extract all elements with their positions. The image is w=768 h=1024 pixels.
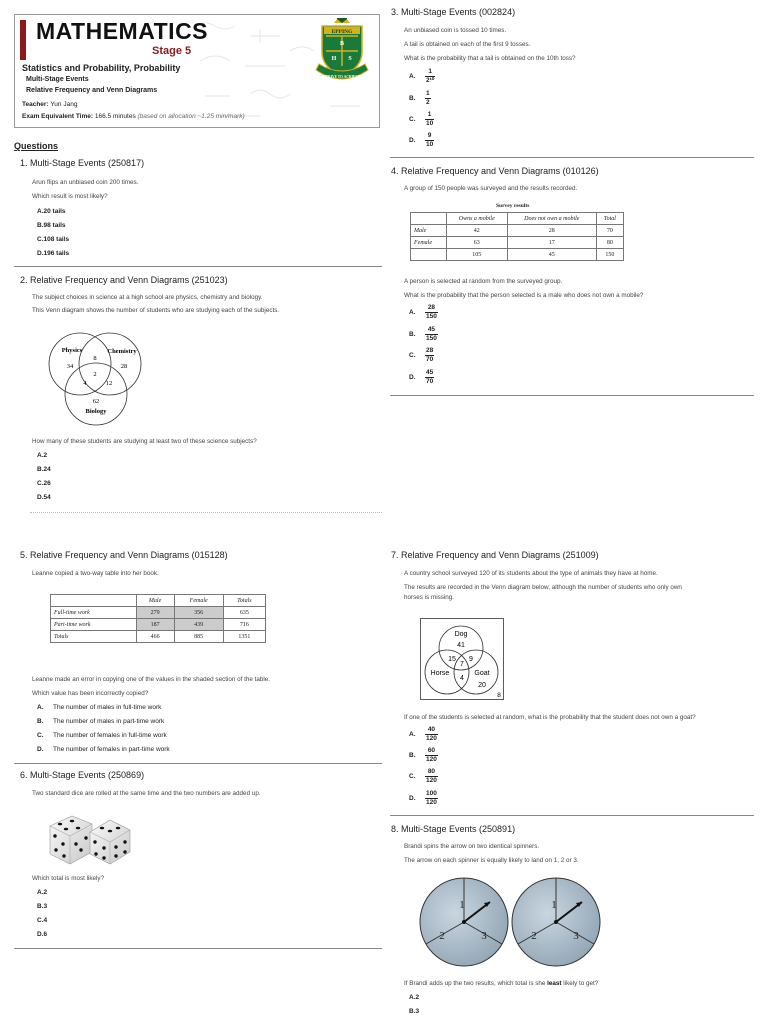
subtopic-2: Relative Frequency and Venn Diagrams [26,87,158,94]
venn-value-none: 8 [497,692,501,699]
venn-label-goat: Goat [474,670,490,677]
q4-option-a[interactable]: A. $\frac{28}{150}$ [409,304,437,320]
crest-text-top: EPPING [331,29,353,35]
q5-two-way-table [50,594,266,643]
table-cell: 635 [223,607,265,619]
divider [14,948,382,949]
q6-option-c[interactable]: C.4 [37,917,48,924]
table-header-cell: Total [596,213,623,225]
table-row [51,607,266,619]
q4-intro: A group of 150 people was surveyed and the results recorded. [404,185,578,192]
q6-option-d[interactable]: D.6 [37,931,48,938]
q8-text-1: Brandi spins the arrow on two identical spinners. [404,843,540,850]
table-cell-shaded: 356 [174,607,223,619]
table-cell-shaded: 439 [174,619,223,631]
table-header-cell [411,213,447,225]
q7-question: If one of the students is selected at random, what is the probability that the student does not own a goat? [404,714,696,721]
table-cell [411,249,447,261]
table-cell-shaded: 187 [136,619,174,631]
q4-option-d[interactable]: D. $\frac{45}{70}$ [409,369,434,385]
table-header-cell: Female [174,595,223,607]
venn-value-biology-only: 62 [92,398,100,405]
table-cell: Female [411,237,447,249]
table-row [411,213,624,225]
q1-option-b[interactable]: B.98 tails [37,222,66,229]
dice-image [46,812,132,866]
q3-text-3: What is the probability that a tail is obtained on the 10th toss? [404,55,576,62]
q7-text-1: A country school surveyed 120 of its students about the type of animals they have at home. [404,570,658,577]
venn-label-chemistry: Chemistry [107,348,137,355]
table-row [411,225,624,237]
q6-option-b[interactable]: B.3 [37,903,48,910]
q7-option-c[interactable]: C. $\frac{80}{120}$ [409,768,437,784]
table-header-cell [51,595,137,607]
stage-label: Stage 5 [152,45,192,57]
q2-option-c[interactable]: C.26 [37,480,51,487]
q5-option-b[interactable]: B. The number of males in part-time work [37,718,165,725]
table-row [51,619,266,631]
table-cell: 1351 [223,631,265,643]
venn-value-phys-bio: 4 [83,380,87,387]
exam-time-line: Exam Equivalent Time: 166.5 minutes (based on allocation ~1.25 min/mark) [22,113,245,120]
q1-option-c[interactable]: C.108 tails [37,236,70,243]
venn-value-chem-bio: 12 [105,380,113,387]
q5-intro: Leanne copied a two-way table into her book. [32,570,159,577]
q6-question: Which total is most likely? [32,875,105,882]
divider [390,395,754,396]
q5-text-1: Leanne made an error in copying one of the values in the shaded section of the table. [32,676,271,683]
spinner-left-label-2: 2 [439,930,445,942]
table-header-cell: Does not own a mobile [507,213,596,225]
table-header-cell: Totals [223,595,265,607]
q7-venn-diagram [420,618,505,701]
q6-option-a[interactable]: A.2 [37,889,48,896]
spinner-right-label-2: 2 [531,930,537,942]
crest-letter-2: H [331,56,337,62]
spinner-left-label-3: 3 [481,930,487,942]
table-cell: Part-time work [51,619,137,631]
spinner-left-icon [420,878,508,966]
venn-value-horse-goat: 4 [460,675,464,682]
q3-text-1: An unbiased coin is tossed 10 times. [404,27,507,34]
table-cell: 28 [507,225,596,237]
subtopic-1: Multi-Stage Events [26,76,89,83]
table-cell: Totals [51,631,137,643]
table-header-cell: Owns a mobile [446,213,507,225]
q8-heading: 8. Multi-Stage Events (250891) [391,824,516,834]
topic-title: Statistics and Probability, Probability [22,63,181,73]
q7-option-b[interactable]: B. $\frac{60}{120}$ [409,747,437,763]
q2-text-1: The subject choices in science at a high school are physics, chemistry and biology. [32,294,263,301]
q7-text-2: The results are recorded in the Venn diagram below, although the number of students who only own [404,584,682,591]
q1-text-2: Which result is most likely? [32,193,108,200]
spinner-left-label-1: 1 [459,899,465,911]
q8-option-a[interactable]: A.2 [409,994,420,1001]
q8-question: If Brandi adds up the two results, which total is she least likely to get? [404,980,599,987]
table-cell: 17 [507,237,596,249]
divider [30,512,382,513]
q7-option-a[interactable]: A. $\frac{40}{120}$ [409,726,437,742]
venn-label-horse: Horse [430,670,450,677]
table-header-cell: Male [136,595,174,607]
q7-text-3: horses is missing. [404,594,455,601]
table-row [411,249,624,261]
spinner-right-label-3: 3 [573,930,579,942]
q3-option-c[interactable]: C. $\frac{1}{10}$ [409,111,434,127]
questions-heading: Questions [14,141,59,151]
table-cell: Full-time work [51,607,137,619]
q4-heading: 4. Relative Frequency and Venn Diagrams (010126) [391,166,599,176]
q8-option-b[interactable]: B.3 [409,1008,420,1015]
table-cell: 716 [223,619,265,631]
venn-label-physics: Physics [61,347,83,354]
q5-option-d[interactable]: D. The number of females in part-time work [37,746,170,753]
venn-value-all-three: 7 [460,661,464,668]
die-right-icon [90,820,130,864]
q6-intro: Two standard dice are rolled at the same time and the two numbers are added up. [32,790,261,797]
q3-option-a[interactable]: A. $\frac{1}{\text{2¹⁰}}$ [409,68,435,84]
q3-option-b[interactable]: B. $\frac{1}{2}$ [409,90,430,106]
crest-motto: STRIVE TO ACHIEVE [323,75,361,79]
q3-text-2: A tail is obtained on each of the first 9 tosses. [404,41,531,48]
venn-value-dog-goat: 9 [469,656,473,663]
q4-survey-table [410,212,624,261]
q3-option-d[interactable]: D. $\frac{9}{10}$ [409,132,434,148]
table-cell: 105 [446,249,507,261]
q8-text-2: The arrow on each spinner is equally likely to land on 1, 2 or 3. [404,857,579,864]
q2-option-d[interactable]: D.54 [37,494,51,501]
q2-text-2: This Venn diagram shows the number of students who are studying each of the subjects. [32,307,280,314]
table-cell: 42 [446,225,507,237]
q2-option-b[interactable]: B.24 [37,466,51,473]
q2-venn-diagram [44,332,154,428]
table-cell: 80 [596,237,623,249]
q8-spinners [418,876,604,968]
table-row [51,595,266,607]
divider [14,763,382,764]
q1-text-1: Arun flips an unbiased coin 200 times. [32,179,139,186]
q7-heading: 7. Relative Frequency and Venn Diagrams (251009) [391,550,599,560]
venn-value-all-three: 2 [93,371,97,378]
die-left-icon [50,816,92,864]
q2-heading: 2. Relative Frequency and Venn Diagrams (251023) [20,275,228,285]
venn-value-goat-only: 20 [478,682,486,689]
table-cell: 70 [596,225,623,237]
table-cell: 150 [596,249,623,261]
school-crest-logo [312,18,372,86]
table-cell: 45 [507,249,596,261]
table-cell: 466 [136,631,174,643]
divider [390,157,754,158]
q2-option-a[interactable]: A.2 [37,452,48,459]
venn-label-biology: Biology [85,408,107,415]
q4-option-c[interactable]: C. $\frac{28}{70}$ [409,347,434,363]
q1-heading: 1. Multi-Stage Events (250817) [20,158,145,168]
q4-option-b[interactable]: B. $\frac{45}{150}$ [409,326,437,342]
q1-option-a[interactable]: A.20 tails [37,208,66,215]
venn-value-chemistry-only: 28 [120,363,128,370]
crest-letter-1: B [339,41,345,47]
q1-option-d[interactable]: D.196 tails [37,250,70,257]
venn-label-dog: Dog [454,631,468,638]
venn-value-physics-only: 34 [66,363,74,370]
q3-heading: 3. Multi-Stage Events (002824) [391,7,516,17]
q2-question: How many of these students are studying at least two of these science subjects? [32,438,257,445]
venn-value-dog-horse: 15 [448,656,456,663]
q7-option-d[interactable]: D. $\frac{100}{120}$ [409,790,437,806]
spinner-right-icon [512,878,600,966]
q4-text-1: A person is selected at random from the surveyed group. [404,278,563,285]
divider [390,815,754,816]
q6-heading: 6. Multi-Stage Events (250869) [20,770,145,780]
table-row [51,631,266,643]
table-cell-shaded: 279 [136,607,174,619]
q5-heading: 5. Relative Frequency and Venn Diagrams (015128) [20,550,228,560]
table-cell: 885 [174,631,223,643]
q5-option-c[interactable]: C. The number of females in full-time work [37,732,167,739]
table-row [411,237,624,249]
divider [14,266,382,267]
q4-table-title: Survey results [496,203,530,209]
table-cell: 63 [446,237,507,249]
spinner-right-label-1: 1 [551,899,557,911]
teacher-line: Teacher: Yun Jang [22,101,78,108]
page-title: MATHEMATICS [36,18,209,44]
crest-letter-3: S [348,56,352,62]
q5-option-a[interactable]: A. The number of males in full-time work [37,704,162,711]
venn-value-dog-only: 41 [457,642,465,649]
q5-text-2: Which value has been incorrectly copied? [32,690,149,697]
venn-value-phys-chem: 8 [93,355,97,362]
q4-text-2: What is the probability that the person selected is a male who does not own a mobile? [404,292,644,299]
header-accent-bar [20,20,26,60]
table-cell: Male [411,225,447,237]
